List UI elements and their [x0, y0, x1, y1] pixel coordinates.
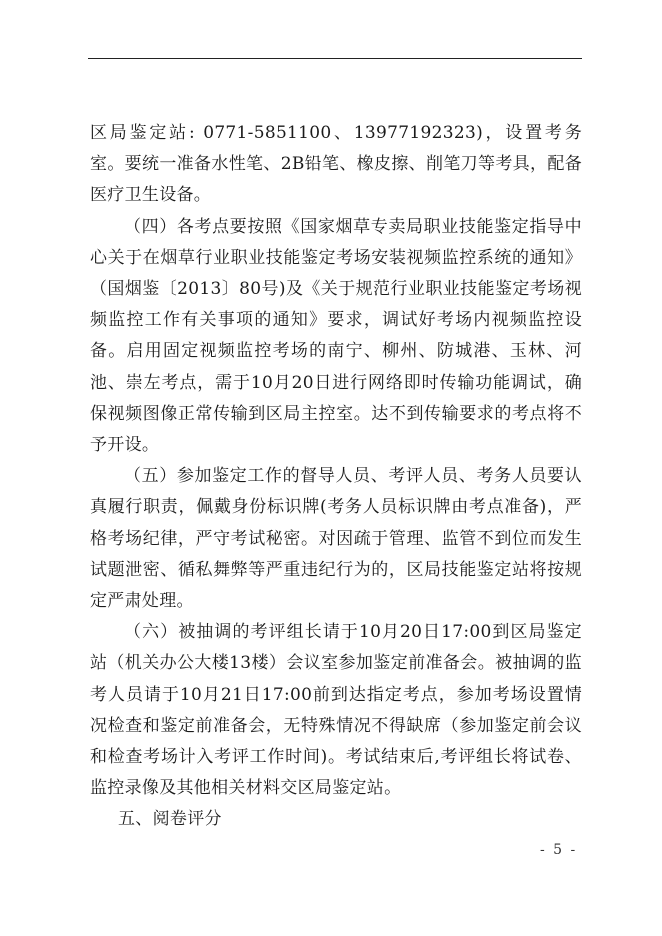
section-heading: 五、阅卷评分	[118, 809, 222, 830]
paragraph-4: （六）被抽调的考评组长请于10月20日17:00到区局鉴定站（机关办公大楼13楼）会议室参加鉴定前准备会。被抽调的监考人员请于10月21日17:00前到达指定考点，参加考场设置情况检查和鉴定前准备会，无特殊情况不得缺席（参加鉴定前会议和检查考场计入考评工作时间)。考试结束后,考评组长将试卷、监控录像及其他相关材料交区局鉴定站。	[90, 622, 582, 799]
page-number: - 5 -	[540, 842, 578, 858]
header-rule	[88, 58, 582, 59]
document-body	[90, 118, 582, 836]
paragraph-2: （四）各考点要按照《国家烟草专卖局职业技能鉴定指导中心关于在烟草行业职业技能鉴定考场安装视频监控系统的通知》（国烟鉴〔2013〕80号)及《关于规范行业职业技能鉴定考场视频监控工作有关事项的通知》要求，调试好考场内视频监控设备。启用固定视频监控考场的南宁、柳州、防城港、玉林、河池、崇左考点，需于10月20日进行网络即时传输功能调试，确保视频图像正常传输到区局主控室。达不到传输要求的考点将不予开设。	[90, 216, 582, 456]
paragraph-1: 区局鉴定站: 0771-5851100、13977192323)，设置考务室。要统一准备水性笔、2B铅笔、橡皮擦、削笔刀等考具，配备医疗卫生设备。	[90, 123, 582, 206]
paragraph-3: （五）参加鉴定工作的督导人员、考评人员、考务人员要认真履行职责，佩戴身份标识牌(考务人员标识牌由考点准备)，严格考场纪律，严守考试秘密。对因疏于管理、监管不到位而发生试题泄密、循私舞弊等严重违纪行为的，区局技能鉴定站将按规定严肃处理。	[90, 466, 582, 612]
